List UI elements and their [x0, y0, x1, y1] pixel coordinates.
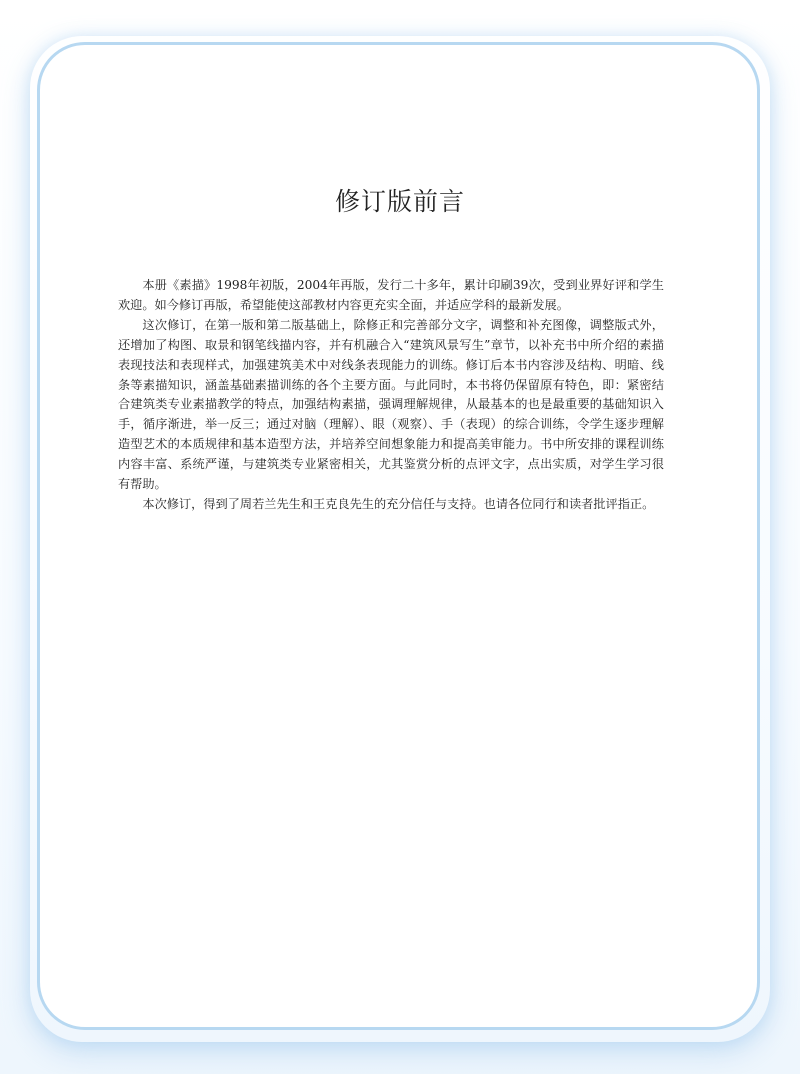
paragraph-2: 这次修订，在第一版和第二版基础上，除修正和完善部分文字，调整和补充图像，调整版式外，还增加了构图、取景和钢笔线描内容，并有机融合入“建筑风景写生”章节，以补充书中所介绍的素描表现技法和表现样式，加强建筑美术中对线条表现能力的训练。修订后本书内容涉及结构、明暗、线条等素描知识，涵盖基础素描训练的各个主要方面。与此同时，本书将仍保留原有特色，即：紧密结合建筑类专业素描教学的特点，加强结构素描，强调理解规律，从最基本的也是最重要的基础知识入手，循序渐进，举一反三；通过对脑（理解）、眼（观察）、手（表现）的综合训练，令学生逐步理解造型艺术的本质规律和基本造型方法，并培养空间想象能力和提高美审能力。书中所安排的课程训练内容丰富、系统严谨，与建筑类专业紧密相关，尤其鉴赏分析的点评文字，点出实质，对学生学习很有帮助。: [118, 317, 664, 492]
paragraph-1: 本册《素描》1998年初版，2004年再版，发行二十多年，累计印刷39次，受到业界好评和学生欢迎。如今修订再版，希望能使这部教材内容更充实全面，并适应学科的最新发展。: [118, 278, 664, 312]
preface-body: [118, 276, 664, 515]
page-title: 修订版前言: [334, 187, 465, 216]
paragraph-3: 本次修订，得到了周若兰先生和王克良先生的充分信任与支持。也请各位同行和读者批评指正。: [142, 496, 655, 511]
